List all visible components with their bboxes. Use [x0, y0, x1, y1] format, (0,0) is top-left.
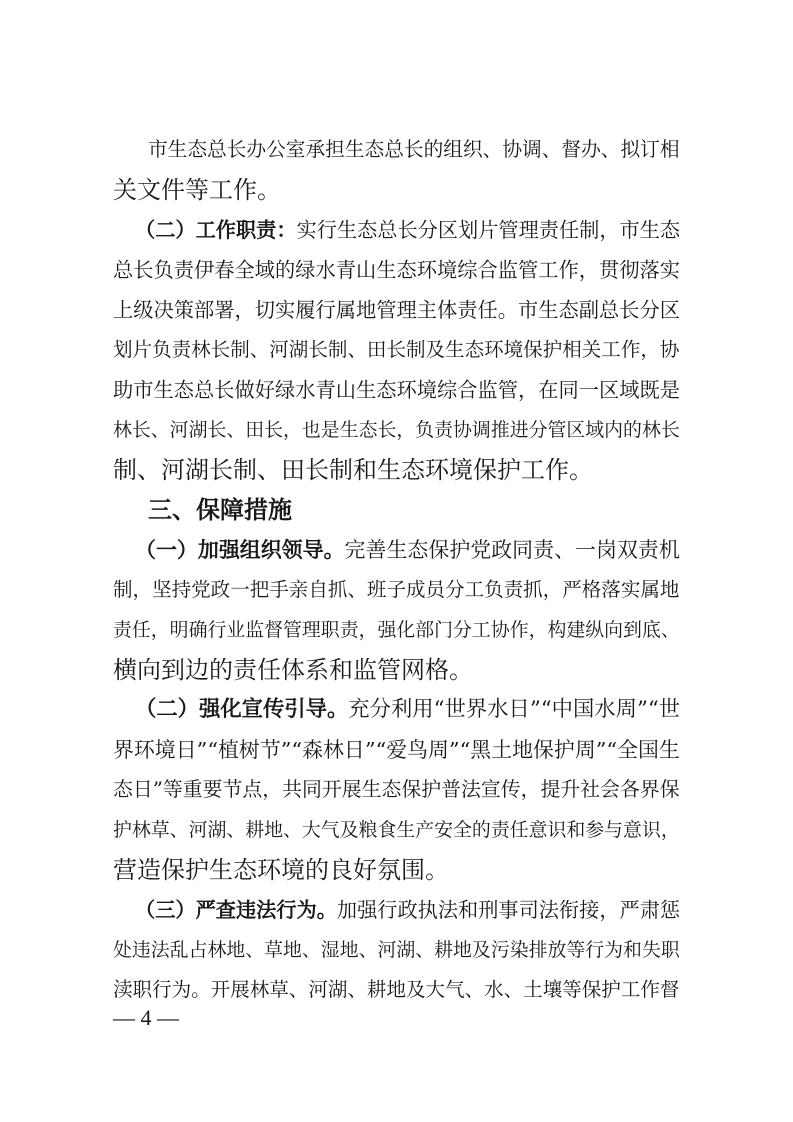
text-line: 态日”等重要节点，共同开展生态保护普法宣传，提升社会各界保 — [113, 778, 680, 801]
text-line: （二）工作职责：实行生态总长分区划片管理责任制，市生态 — [0, 215, 793, 245]
text-line: 界环境日”“植树节”“森林日”“爱鸟周”“黑土地保护周”“全国生 — [113, 738, 680, 762]
paragraph-lead: （三）严查违法行为。 — [135, 898, 337, 922]
text-line: 横向到边的责任体系和监管网格。 — [113, 656, 473, 684]
text-line: 责任，明确行业监督管理职责，强化部门分工协作，构建纵向到底、 — [113, 619, 680, 641]
text-line: 护林草、河湖、耕地、大气及粮食生产安全的责任意识和参与意识， — [113, 819, 680, 841]
text-line: 营造保护生态环境的良好氛围。 — [113, 856, 449, 884]
text-line: 市生态总长办公室承担生态总长的组织、协调、督办、拟订相 — [148, 138, 680, 161]
paragraph-lead: （二）强化宣传引导。 — [135, 697, 349, 722]
text-line: （三）严查违法行为。加强行政执法和刑事司法衔接，严肃惩 — [0, 895, 793, 925]
text-line: 总长负责伊春全域的绿水青山生态环境综合监管工作，贯彻落实 — [113, 258, 681, 282]
text-line: （一）加强组织领导。完善生态保护党政同责、一岗双责机 — [0, 535, 793, 565]
text-line: 关文件等工作。 — [113, 176, 281, 204]
text-line: 制、河湖长制、田长制和生态环境保护工作。 — [113, 456, 593, 484]
text-line: 上级决策部署，切实履行属地管理主体责任。市生态副总长分区 — [113, 298, 681, 322]
text-line: 划片负责林长制、河湖长制、田长制及生态环境保护相关工作，协 — [113, 338, 680, 361]
text-line: （二）强化宣传引导。充分利用“世界水日”“中国水周”“世 — [0, 695, 793, 725]
text-line: 林长、河湖长、田长，也是生态长，负责协调推进分管区域内的林长 — [113, 419, 680, 441]
text-line: 助市生态总长做好绿水青山生态环境综合监管，在同一区域既是 — [113, 378, 681, 402]
section-heading: 三、保障措施 — [148, 496, 292, 524]
page-number: — 4 — — [113, 1005, 179, 1030]
text-line: 渎职行为。开展林草、河湖、耕地及大气、水、土壤等保护工作督 — [113, 978, 680, 1001]
text-line: 制，坚持党政一把手亲自抓、班子成员分工负责抓，严格落实属地 — [113, 578, 680, 601]
text-line: 处违法乱占林地、草地、湿地、河湖、耕地及污染排放等行为和失职 — [113, 939, 680, 961]
paragraph-lead: （一）加强组织领导。 — [135, 537, 345, 562]
paragraph-lead: （二）工作职责： — [135, 218, 297, 242]
